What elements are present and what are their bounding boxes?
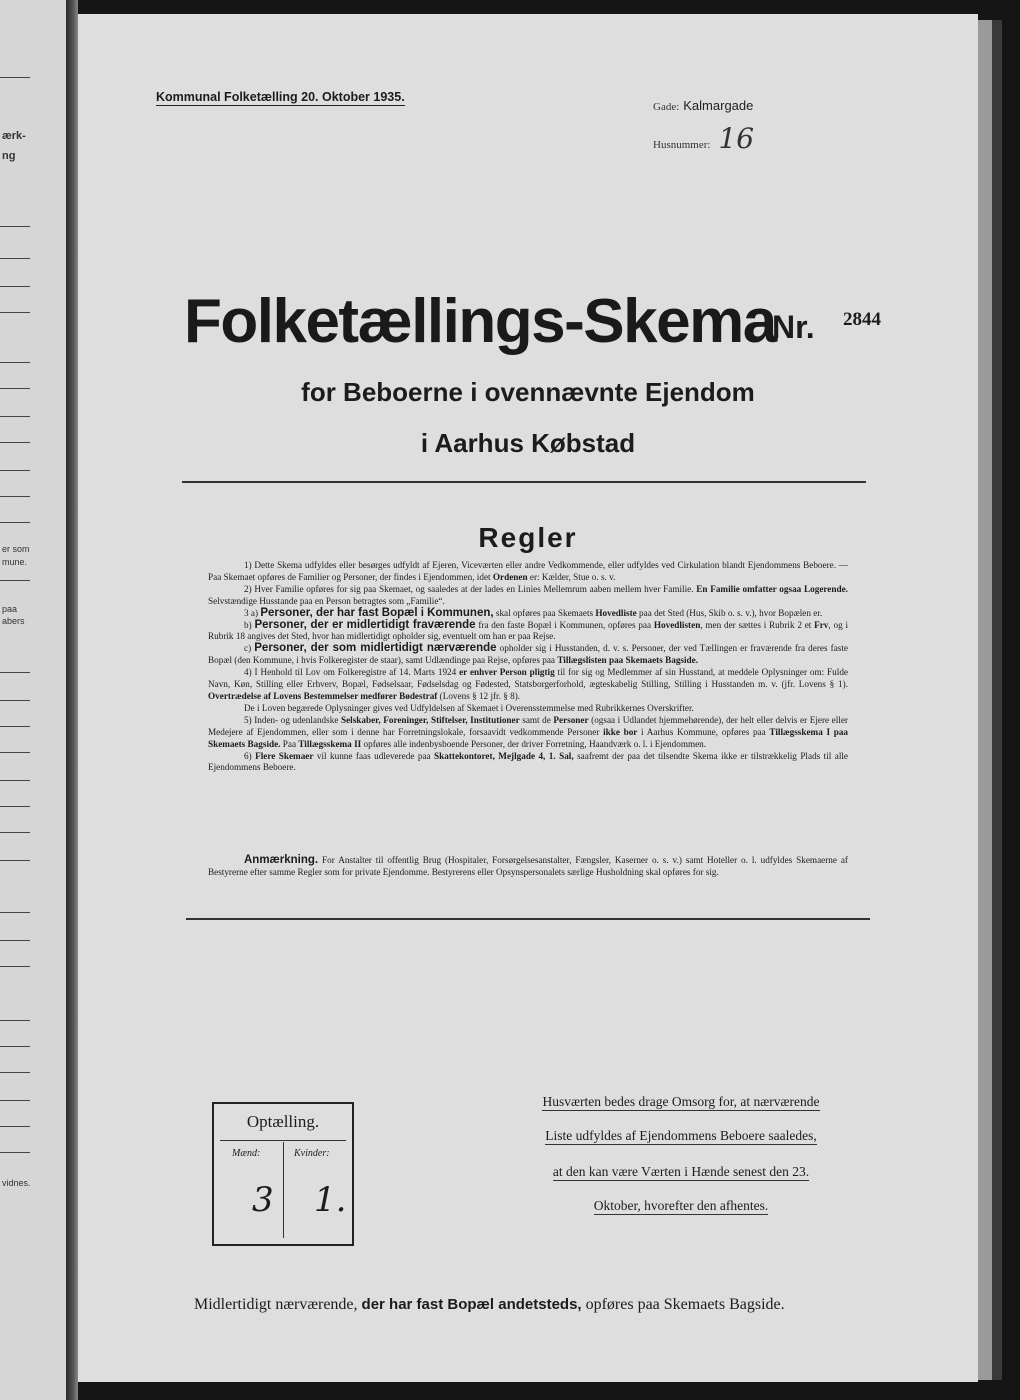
women-count: 1.	[314, 1180, 347, 1220]
rules-text	[208, 560, 848, 774]
left-page-fragment: abers	[2, 616, 25, 626]
form-number-label: Nr.	[772, 309, 815, 345]
men-label: Mænd:	[232, 1148, 261, 1159]
form-number-value: 2844	[843, 309, 881, 330]
street-value: Kalmargade	[683, 98, 754, 113]
left-page-fragment: paa	[2, 604, 18, 614]
rule-3c: c) Personer, der som midlertidigt nærværende opholder sig i Husstanden, d. v. s. Personer, der ved Tællingen er fraværende fra deres faste Bopæl (den Kommune, i hvis Folkeregister de staar), samt Udlændinge paa Rejse, opføres paa Tillægslisten paa Skemaets Bagside.	[208, 642, 849, 666]
men-count: 3	[252, 1180, 274, 1220]
left-page-fragment: er som	[2, 544, 30, 554]
tally-box	[212, 1102, 354, 1246]
street-label: Gade:	[653, 101, 680, 113]
street-field	[653, 98, 753, 113]
landlord-notice-line: Liste udfyldes af Ejendommens Beboere saaledes,	[545, 1128, 817, 1143]
binding-edge	[992, 20, 1002, 1380]
form-subtitle: for Beboerne i ovennævnte Ejendom	[301, 377, 755, 407]
tally-title: Optælling.	[246, 1112, 320, 1131]
remark	[208, 854, 848, 878]
landlord-notice-line: Husværten bedes drage Omsorg for, at nærværende	[542, 1094, 820, 1109]
women-label: Kvinder:	[294, 1148, 330, 1159]
page-stack-edge	[978, 20, 992, 1380]
rule-4: 4) I Henhold til Lov om Folkeregistre af 14. Marts 1924 er enhver Person pligtig til for sig og Medlemmer af sin Husstand, at meddele Oplysninger om: Fulde Navn, Køn, Stilling eller Erhverv, Bopæl, Fødselsaar, Fødselsdag og Fødested, Statsborgerforhold, ægteskabelig Stilling, Stilling i Husstanden m. v. (jfr. Lovens § 1). Overtrædelse af Lovens Bestemmelser medfører Bødestraf (Lovens § 12 jfr. § 8).	[208, 667, 848, 701]
remark-heading: Anmærkning.	[244, 854, 319, 866]
footer-instruction: Midlertidigt nærværende, der har fast Bopæl andetsteds, opføres paa Skemaets Bagside.	[194, 1296, 785, 1313]
landlord-notice-line: at den kan være Værten i Hænde senest den 23.	[552, 1164, 810, 1179]
rule-6: 6) Flere Skemaer vil kunne faas udleverede paa Skattekontoret, Mejlgade 4, 1. Sal, saafremt der paa det tilsendte Skema ikke er tilstrækkelig Plads til alle Ejendommens Beboere.	[208, 750, 849, 773]
book-gutter	[66, 0, 78, 1400]
remark-text: For Anstalter til offentlig Brug (Hospitaler, Forsørgelsesanstalter, Fængsler, Kaserner o. s. v.) samt Hoteller o. l. udfyldes Skemaerne af Bestyrerne efter samme Regler som for private Ejendomme. Bestyrerens eller Opsynspersonalets særlige Husholdning skal opføres for sig.	[208, 855, 848, 877]
rules-heading: Regler	[478, 522, 578, 553]
left-page-fragment: vidnes.	[2, 1178, 31, 1188]
landlord-notice-line: Oktober, hvorefter den afhentes.	[593, 1198, 769, 1213]
left-page-fragment: mune.	[2, 557, 28, 567]
census-form-page	[78, 14, 978, 1382]
form-title: Folketællings-Skema	[184, 287, 776, 356]
house-number-value: 16	[718, 122, 755, 155]
house-number-label: Husnummer:	[653, 139, 711, 151]
census-header: Kommunal Folketælling 20. Oktober 1935.	[156, 90, 405, 104]
left-page-fragment: ng	[2, 150, 16, 162]
rule-4-cont: De i Loven begærede Oplysninger gives ved Udfyldelsen af Skemaet i Overensstemmelse med Rubrikkernes Overskrifter.	[244, 702, 694, 713]
divider	[182, 481, 866, 483]
rule-1: 1) Dette Skema udfyldes eller besørges udfyldt af Ejeren, Viceværten eller andre Vedkommende, eller udfyldes ved Cirkulation blandt Ejendommens Beboere. — Paa Skemaet opføres de Familier og Personer, der findes i Ejendommen, idet Ordenen er: Kælder, Stue o. s. v.	[208, 560, 848, 582]
form-subtitle-city: i Aarhus Købstad	[420, 428, 636, 458]
left-page-fragment: ærk-	[2, 130, 26, 142]
rule-2: 2) Hver Familie opføres for sig paa Skemaet, og saaledes at der lades en Linies Mellemrum aaben mellem hver Familie. En Familie omfatter ogsaa Logerende. Selvstændige Husstande paa en Person betragtes som „Familie“.	[208, 583, 848, 606]
previous-page-edge	[0, 0, 66, 1400]
house-number-field	[653, 122, 754, 155]
rule-3b: b) Personer, der er midlertidigt fraværende fra den faste Bopæl i Kommunen, opføres paa Hovedlisten, men der sættes i Rubrik 2 et Frv, og i Rubrik 18 angives det Sted, hvor han midlertidigt opholder sig, eventuelt om han er paa Rejse.	[208, 618, 848, 642]
divider	[186, 918, 870, 920]
rule-3a: 3 a) Personer, der har fast Bopæl i Kommunen, skal opføres paa Skemaets Hovedliste paa det Sted (Hus, Skib o. s. v.), hvor Bopælen er.	[244, 606, 823, 619]
rule-5: 5) Inden- og udenlandske Selskaber, Foreninger, Stiftelser, Institutioner samt de Personer (ogsaa i Udlandet hjemmehørende), der helt eller delvis er Ejere eller Medejere af Ejendommen, eller som i denne har Forretningslokale, forsaavidt vedkommende Personer ikke bor i Aarhus Kommune, opføres paa Tillægsskema I paa Skemaets Bagside. Paa Tillægsskema II opføres alle indenbysboende Personer, der driver Forretning, Haandværk o. l. i Ejendommen.	[208, 714, 849, 749]
